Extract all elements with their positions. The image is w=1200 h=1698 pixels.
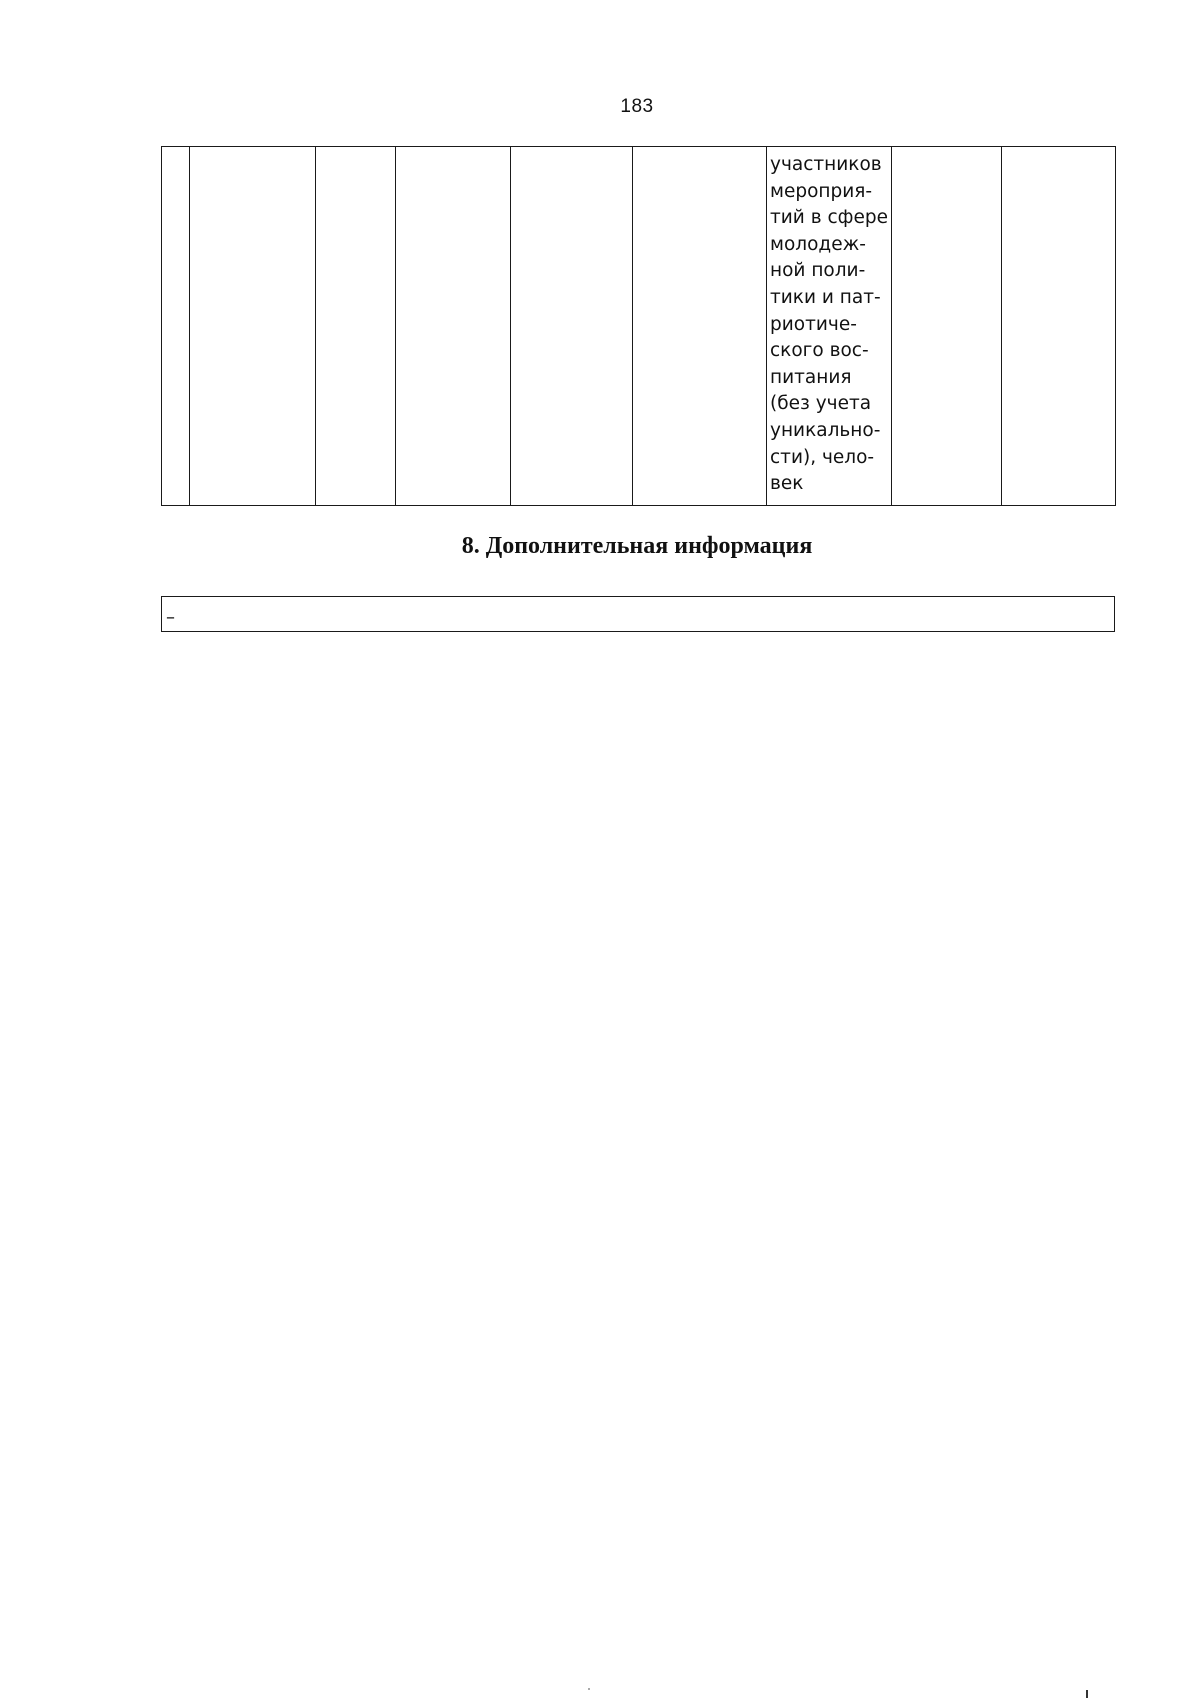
table-row xyxy=(162,147,1116,506)
indicator-cell xyxy=(767,147,892,506)
indicator-text-line: ной поли- xyxy=(770,260,866,282)
indicator-text-line: мероприя- xyxy=(770,180,873,202)
indicator-text xyxy=(767,147,891,498)
indicator-text-line: питания xyxy=(770,366,852,388)
additional-info-cell: – xyxy=(162,597,1115,632)
table-cell-9 xyxy=(1002,147,1116,506)
table-cell-3 xyxy=(316,147,396,506)
table-cell-4 xyxy=(396,147,511,506)
indicator-text-line: уникально- xyxy=(770,419,881,441)
indicator-text-line: (без учета xyxy=(770,393,872,415)
indicator-text-line: ского вос- xyxy=(770,340,869,362)
table-row xyxy=(162,597,1115,632)
table-cell-1 xyxy=(162,147,190,506)
indicator-text-line: тий в сфере xyxy=(770,207,888,229)
additional-info-table xyxy=(161,596,1115,632)
indicator-text-line: сти), чело- xyxy=(770,446,875,468)
table-cell-8 xyxy=(892,147,1002,506)
indicator-text-line: молодеж- xyxy=(770,233,866,255)
indicator-text-line: участников xyxy=(770,154,882,175)
section-heading: 8. Дополнительная информация xyxy=(461,533,813,559)
indicator-text-line: риотиче- xyxy=(770,313,857,335)
indicator-text-line: тики и пат- xyxy=(770,286,881,308)
table-cell-5 xyxy=(511,147,633,506)
table-cell-6 xyxy=(633,147,767,506)
scan-artifact-dot xyxy=(588,1688,590,1690)
continuation-table xyxy=(161,146,1116,506)
table-cell-2 xyxy=(190,147,316,506)
page-number: 183 xyxy=(620,96,654,117)
indicator-text-line: век xyxy=(770,473,804,495)
